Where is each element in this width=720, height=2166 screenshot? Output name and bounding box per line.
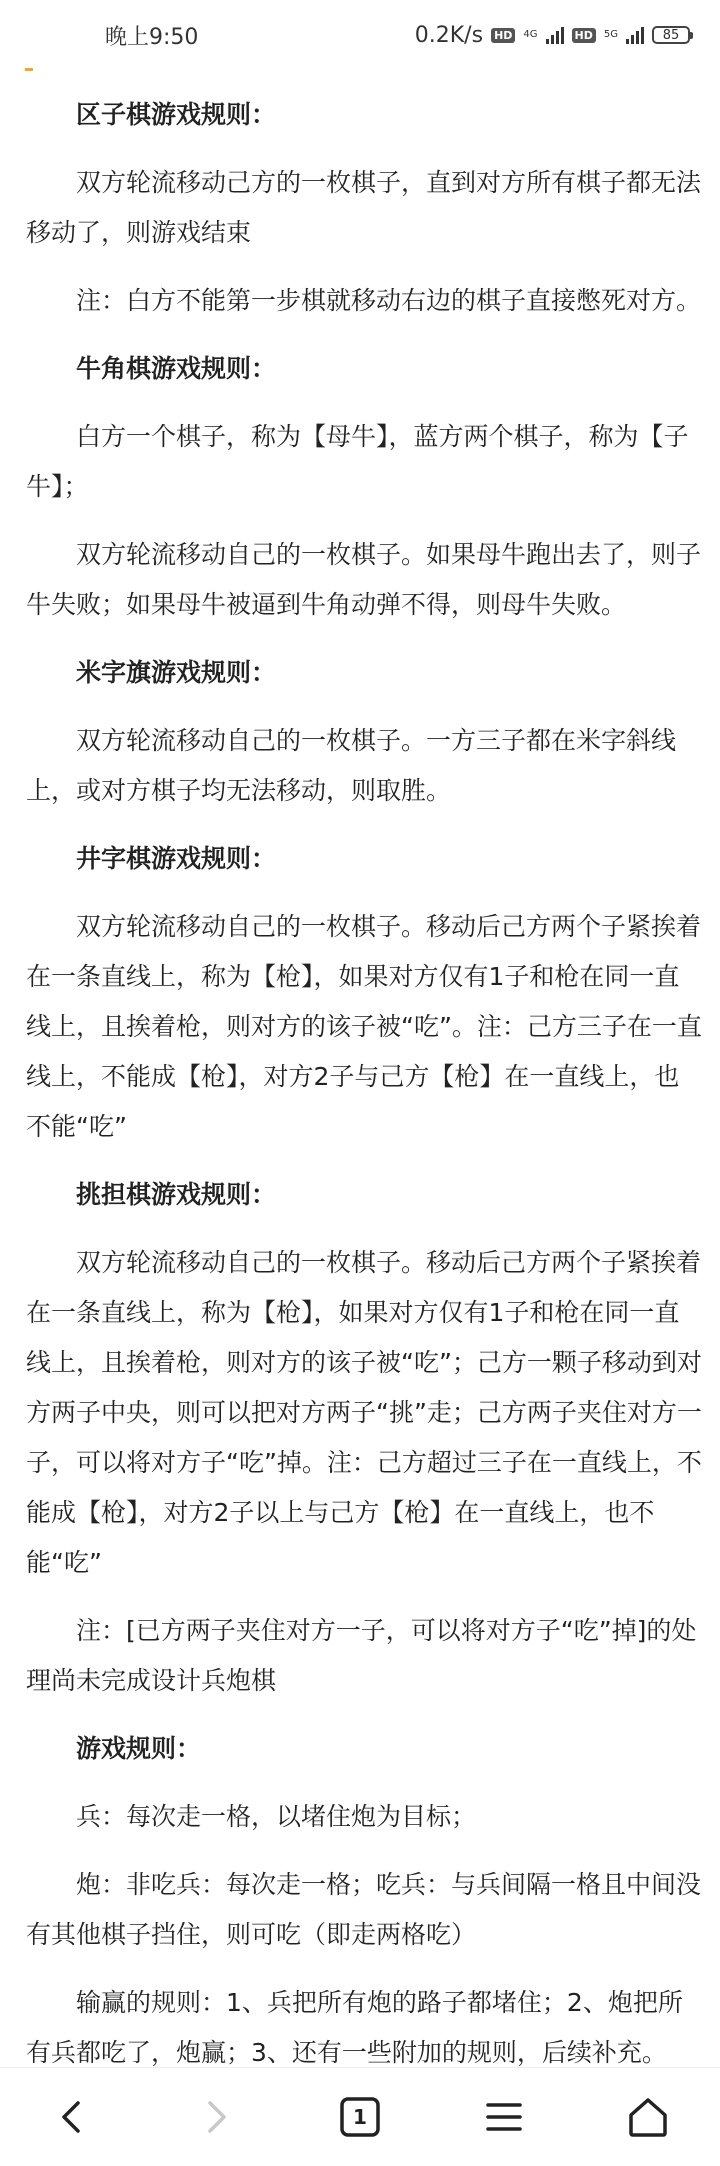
section-heading: 游戏规则： bbox=[76, 1734, 202, 1763]
section-heading: 区子棋游戏规则： bbox=[76, 100, 277, 129]
back-icon bbox=[52, 2097, 92, 2137]
status-indicators bbox=[415, 23, 690, 48]
network-type-1: 4G bbox=[523, 29, 538, 40]
network-speed: 0.2K/s bbox=[414, 22, 484, 48]
paragraph: 双方轮流移动自己的一枚棋子。如果母牛跑出去了，则子牛失败；如果母牛被逼到牛角动弹不得，则母牛失败。 bbox=[26, 540, 702, 619]
paragraph: 双方轮流移动自己的一枚棋子。移动后己方两个子紧挨着在一条直线上，称为【枪】，如果对方仅有1子和枪在同一直线上，且挨着枪，则对方的该子被“吃”。注：己方三子在一直线上，不能成【枪】，对方2子与己方【枪】在一直线上，也不能“吃” bbox=[26, 912, 702, 1141]
back-button[interactable] bbox=[32, 2077, 112, 2157]
status-time: 晚上9:50 bbox=[105, 24, 199, 50]
section-heading: 井字棋游戏规则： bbox=[76, 844, 277, 873]
tab-count: 1 bbox=[353, 2105, 367, 2129]
paragraph: 双方轮流移动自己的一枚棋子。一方三子都在米字斜线上，或对方棋子均无法移动，则取胜。 bbox=[26, 726, 677, 805]
paragraph: 注：白方不能第一步棋就移动右边的棋子直接憋死对方。 bbox=[76, 286, 702, 315]
forward-button[interactable] bbox=[176, 2077, 256, 2157]
section-heading: 米字旗游戏规则： bbox=[76, 658, 277, 687]
paragraph: 注：[已方两子夹住对方一子，可以将对方子“吃”掉]的处理尚未完成设计兵炮棋 bbox=[26, 1616, 697, 1695]
paragraph: 输赢的规则：1、兵把所有炮的路子都堵住；2、炮把所有兵都吃了，炮赢；3、还有一些附加的规则，后续补充。 bbox=[26, 1988, 683, 2067]
article-content bbox=[26, 90, 702, 2096]
page-load-progress bbox=[25, 68, 33, 71]
forward-icon bbox=[196, 2097, 236, 2137]
battery-icon: 85 bbox=[652, 26, 690, 44]
hd-badge-2: HD bbox=[572, 28, 596, 43]
hd-badge-1: HD bbox=[491, 28, 515, 43]
menu-icon bbox=[484, 2097, 524, 2137]
paragraph: 炮：非吃兵：每次走一格；吃兵：与兵间隔一格且中间没有其他棋子挡住，则可吃（即走两格吃） bbox=[26, 1870, 702, 1949]
menu-button[interactable] bbox=[464, 2077, 544, 2157]
home-icon bbox=[626, 2095, 670, 2139]
tabs-icon bbox=[338, 2095, 382, 2139]
paragraph: 双方轮流移动自己的一枚棋子。移动后己方两个子紧挨着在一条直线上，称为【枪】，如果对方仅有1子和枪在同一直线上，且挨着枪，则对方的该子被“吃”；己方一颗子移动到对方两子中央，则可以把对方两子“挑”走；己方两子夹住对方一子，可以将对方子“吃”掉。注：己方超过三子在一直线上，不能成【枪】，对方2子以上与己方【枪】在一直线上，也不能“吃” bbox=[26, 1248, 702, 1577]
network-type-2: 5G bbox=[603, 29, 618, 40]
section-heading: 牛角棋游戏规则： bbox=[76, 354, 277, 383]
browser-bottom-bar bbox=[0, 2067, 720, 2166]
signal-icon-2 bbox=[626, 26, 644, 44]
status-bar bbox=[0, 0, 720, 70]
signal-icon-1 bbox=[546, 26, 564, 44]
tabs-button[interactable] bbox=[320, 2077, 400, 2157]
paragraph: 白方一个棋子，称为【母牛】，蓝方两个棋子，称为【子牛】； bbox=[26, 422, 689, 501]
paragraph: 兵：每次走一格，以堵住炮为目标； bbox=[76, 1802, 477, 1831]
paragraph: 双方轮流移动己方的一枚棋子，直到对方所有棋子都无法移动了，则游戏结束 bbox=[26, 168, 702, 247]
section-heading: 挑担棋游戏规则： bbox=[76, 1180, 277, 1209]
home-button[interactable] bbox=[608, 2077, 688, 2157]
